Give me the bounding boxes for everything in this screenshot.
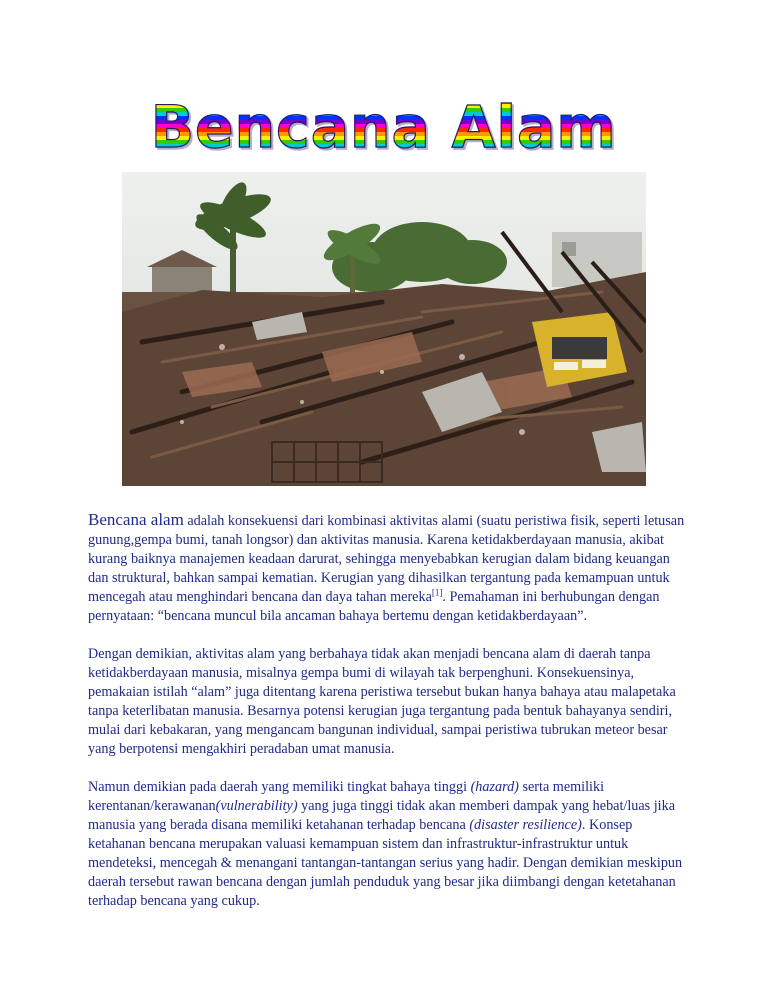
paragraph-3-text-b: serta memiliki kerentanan/kerawanan [88,779,605,814]
term-resilience: (disaster resilience) [469,817,582,833]
lead-term: Bencana alam [88,510,184,529]
disaster-photo [122,172,646,486]
paragraph-1 [88,510,688,626]
article-body [88,510,688,930]
term-vulnerability: (vulnerability) [215,798,298,814]
rubble-photo-icon [122,172,646,486]
paragraph-1-text-b: . Pemahaman ini berhubungan dengan pernyataan: “bencana muncul bila ancaman bahaya bertemu dengan ketidakberdayaan”. [88,589,660,624]
paragraph-1-text-a: adalah konsekuensi dari kombinasi aktivitas alami (suatu peristiwa fisik, seperti letusan gunung,gempa bumi, tanah longsor) dan aktivitas manusia. Karena ketidakberdayaan manusia, akibat kurang baiknya manajemen keadaan darurat, sehingga menyebabkan kerugian dalam bidang keuangan dan struktural, bahkan sampai kematian. Kerugian yang dihasilkan tergantung pada kemampuan untuk mencegah atau menghindari bencana dan daya tahan mereka [88,513,685,605]
reference-link[interactable]: [1] [431,587,443,598]
paragraph-3-text-d: . Konsep ketahanan bencana merupakan valuasi kemampuan sistem dan infrastruktur-infrastruktur untuk mendeteksi, mencegah & menangani tantangan-tantangan serius yang hadir. Dengan demikian meskipun daerah tersebut rawan bencana dengan jumlah penduduk yang besar jika diimbangi dengan ketetahanan terhadap bencana yang cukup. [88,817,683,909]
paragraph-2: Dengan demikian, aktivitas alam yang berbahaya tidak akan menjadi bencana alam di daerah tanpa ketidakberdayaan manusia, misalnya gempa bumi di wilayah tak berpenghuni. Konsekuensinya, pemakaian istilah “alam” juga ditentang karena peristiwa tersebut bukan hanya bahaya atau malapetaka tanpa keterlibatan manusia. Besarnya potensi kerugian juga tergantung pada bentuk bahayanya sendiri, mulai dari kebakaran, yang mengancam bangunan individual, sampai peristiwa tubrukan meteor besar yang berpotensi mengakhiri peradaban umat manusia. [88,646,676,757]
term-hazard: (hazard) [470,779,519,795]
page-title: Bencana Alam [151,93,617,161]
paragraph-3 [88,778,688,911]
paragraph-3-text-c: yang juga tinggi tidak akan memberi dampak yang hebat/luas jika manusia yang berada disana memiliki ketahanan terhadap bencana [88,798,676,833]
title-container [0,92,768,162]
paragraph-3-text-a: Namun demikian pada daerah yang memiliki tingkat bahaya tinggi [88,779,471,795]
